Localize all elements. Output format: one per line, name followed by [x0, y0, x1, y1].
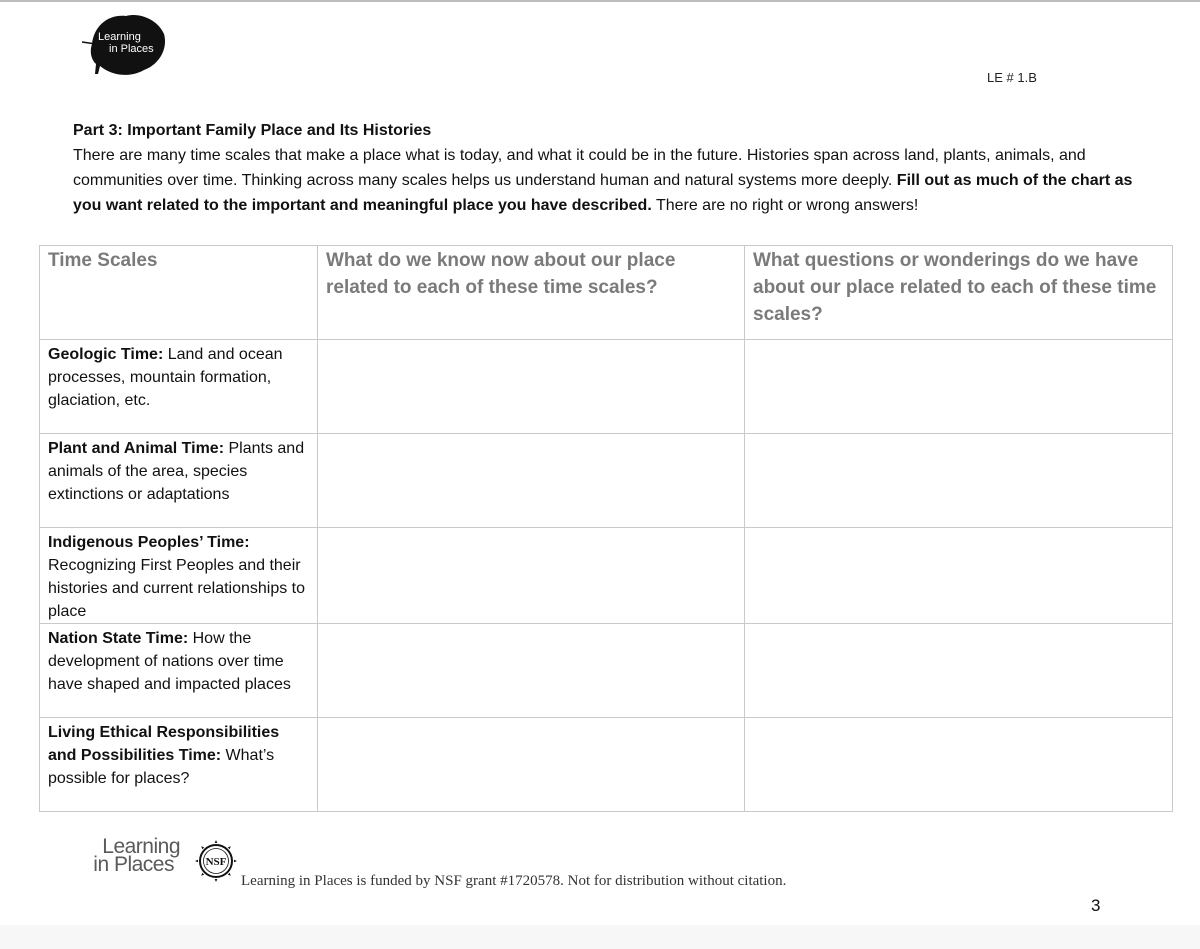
scale-cell-indigenous — [40, 528, 318, 624]
intro-text: There are many time scales that make a place what is today, and what it could be in the future. Histories span across land, plants, animals, and communities over time. Thinking across many scales helps us understand human and natural systems more deeply. — [73, 147, 1086, 189]
table-header-row — [40, 246, 1173, 340]
scale-title: Nation State Time: — [48, 630, 189, 647]
table-row — [40, 624, 1173, 718]
table-row — [40, 434, 1173, 528]
intro-paragraph — [73, 143, 1153, 218]
nsf-seal-text: NSF — [205, 856, 227, 868]
time-scales-table — [39, 245, 1173, 812]
page-number: 3 — [1091, 896, 1101, 915]
header-questions: What questions or wonderings do we have about our place related to each of these time scales? — [745, 246, 1173, 340]
scale-description: Plants and animals of the area, species extinctions or adaptations — [48, 440, 305, 503]
answer-cell-know[interactable] — [318, 624, 745, 718]
scale-title: Living Ethical Responsibilities and Possibilities Time: — [48, 724, 280, 764]
scale-cell-nation-state — [40, 624, 318, 718]
answer-cell-questions[interactable] — [745, 340, 1173, 434]
intro-bold-text: Fill out as much of the chart as you want related to the important and meaningful place you have described. — [73, 172, 1133, 214]
section-heading: Part 3: Important Family Place and Its Histories — [73, 122, 432, 139]
page-bottom-band — [0, 925, 1200, 949]
answer-cell-know[interactable] — [318, 434, 745, 528]
leaf-icon — [78, 8, 168, 78]
scale-description: Land and ocean processes, mountain formation, glaciation, etc. — [48, 346, 283, 409]
answer-cell-questions[interactable] — [745, 718, 1173, 812]
scale-description: Recognizing First Peoples and their histories and current relationships to place — [48, 557, 306, 620]
logo-text-line1: Learning — [98, 31, 141, 43]
footer-logo — [80, 835, 180, 876]
logo-text-line2: in Places — [109, 43, 154, 55]
footer-logo-line1: Learning — [102, 835, 180, 858]
answer-cell-questions[interactable] — [745, 528, 1173, 624]
scale-cell-plant-animal — [40, 434, 318, 528]
table-row — [40, 718, 1173, 812]
scale-title: Indigenous Peoples’ Time: — [48, 534, 250, 551]
scale-cell-living-ethical — [40, 718, 318, 812]
table-row — [40, 528, 1173, 624]
top-rule — [0, 0, 1200, 2]
answer-cell-know[interactable] — [318, 718, 745, 812]
intro-text-end: There are no right or wrong answers! — [651, 197, 919, 214]
header-time-scales: Time Scales — [40, 246, 318, 340]
scale-description: How the development of nations over time have shaped and impacted places — [48, 630, 291, 693]
answer-cell-questions[interactable] — [745, 434, 1173, 528]
scale-title: Plant and Animal Time: — [48, 440, 225, 457]
footer-logo-line2: in Places — [93, 853, 174, 876]
answer-cell-know[interactable] — [318, 528, 745, 624]
table-row — [40, 340, 1173, 434]
learning-in-places-logo — [78, 8, 168, 78]
funding-statement: Learning in Places is funded by NSF grant #1720578. Not for distribution without citation. — [241, 873, 787, 889]
scale-title: Geologic Time: — [48, 346, 168, 363]
answer-cell-know[interactable] — [318, 340, 745, 434]
answer-cell-questions[interactable] — [745, 624, 1173, 718]
intro-section — [73, 118, 1153, 218]
nsf-seal-icon — [193, 838, 239, 884]
lesson-label: LE # 1.B — [987, 70, 1037, 85]
scale-description: What’s possible for places? — [48, 747, 275, 787]
scale-cell-geologic — [40, 340, 318, 434]
header-what-we-know: What do we know now about our place related to each of these time scales? — [318, 246, 745, 340]
